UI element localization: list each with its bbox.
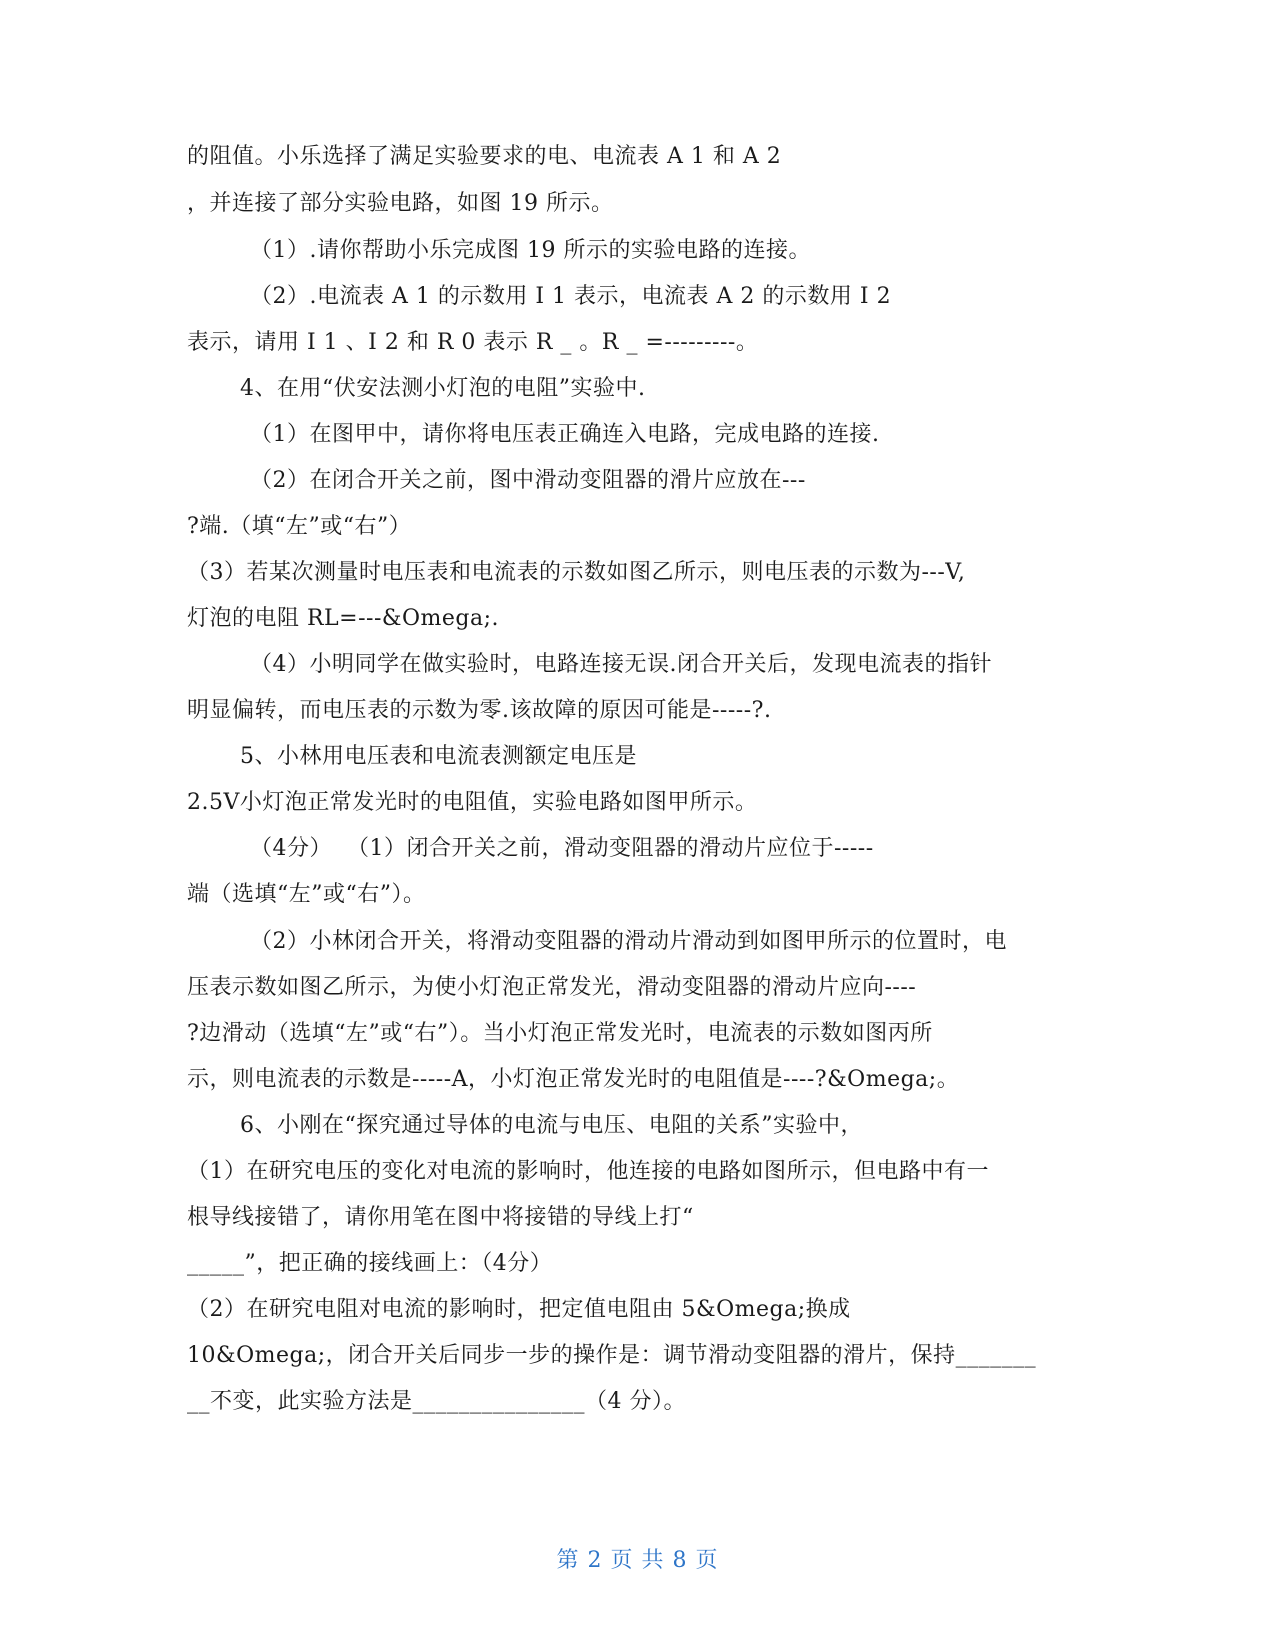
text-line: （1）.请你帮助小乐完成图 19 所示的实验电路的连接。 bbox=[250, 238, 811, 263]
text-line: （2）在研究电阻对电流的影响时，把定值电阻由 5&Omega;换成 bbox=[187, 1297, 851, 1322]
text-line: （1）在图甲中，请你将电压表正确连入电路，完成电路的连接. bbox=[250, 422, 880, 447]
page-number-footer: 第 2 页 共 8 页 bbox=[556, 1548, 719, 1573]
text-line: 明显偏转，而电压表的示数为零.该故障的原因可能是-----?. bbox=[187, 698, 772, 723]
text-line: （2）.电流表 A 1 的示数用 I 1 表示，电流表 A 2 的示数用 I 2 bbox=[250, 284, 892, 309]
text-line: 2.5V小灯泡正常发光时的电阻值，实验电路如图甲所示。 bbox=[187, 790, 758, 815]
text-line: __不变，此实验方法是_______________（4 分）。 bbox=[187, 1389, 686, 1414]
text-line: 压表示数如图乙所示，为使小灯泡正常发光，滑动变阻器的滑动片应向---- bbox=[187, 975, 917, 1000]
text-line: 5、小林用电压表和电流表测额定电压是 bbox=[240, 744, 637, 769]
text-line: 端（选填“左”或“右”）。 bbox=[187, 882, 426, 907]
text-line: ?端.（填“左”或“右”） bbox=[187, 514, 412, 539]
text-line: （4）小明同学在做实验时，电路连接无误.闭合开关后，发现电流表的指针 bbox=[250, 652, 992, 677]
text-line: 的阻值。小乐选择了满足实验要求的电、电流表 A 1 和 A 2 bbox=[187, 144, 782, 169]
text-line: 4、在用“伏安法测小灯泡的电阻”实验中. bbox=[240, 376, 646, 401]
text-line: _____”，把正确的接线画上：（4分） bbox=[187, 1251, 553, 1276]
text-line: 6、小刚在“探究通过导体的电流与电压、电阻的关系”实验中， bbox=[240, 1113, 863, 1138]
text-line: （2）小林闭合开关，将滑动变阻器的滑动片滑动到如图甲所示的位置时，电 bbox=[250, 929, 1007, 954]
text-line: ?边滑动（选填“左”或“右”）。当小灯泡正常发光时，电流表的示数如图丙所 bbox=[187, 1021, 933, 1046]
text-line: 灯泡的电阻 RL=---&Omega;. bbox=[187, 606, 500, 631]
text-line: （4分） （1）闭合开关之前，滑动变阻器的滑动片应位于----- bbox=[250, 836, 874, 861]
text-line: （2）在闭合开关之前，图中滑动变阻器的滑片应放在--- bbox=[250, 468, 806, 493]
text-line: 示，则电流表的示数是-----A，小灯泡正常发光时的电阻值是----?&Omega;。 bbox=[187, 1067, 960, 1092]
text-line: （3）若某次测量时电压表和电流表的示数如图乙所示，则电压表的示数为---V, bbox=[187, 560, 966, 585]
text-line: 根导线接错了，请你用笔在图中将接错的导线上打“ bbox=[187, 1205, 694, 1230]
text-line: 表示，请用 I 1 、I 2 和 R 0 表示 R _ 。R _ =---------。 bbox=[187, 330, 759, 355]
text-line: 10&Omega;，闭合开关后同步一步的操作是：调节滑动变阻器的滑片，保持_______ bbox=[187, 1343, 1037, 1368]
text-line: ，并连接了部分实验电路，如图 19 所示。 bbox=[187, 191, 614, 216]
text-line: （1）在研究电压的变化对电流的影响时，他连接的电路如图所示，但电路中有一 bbox=[187, 1159, 989, 1184]
